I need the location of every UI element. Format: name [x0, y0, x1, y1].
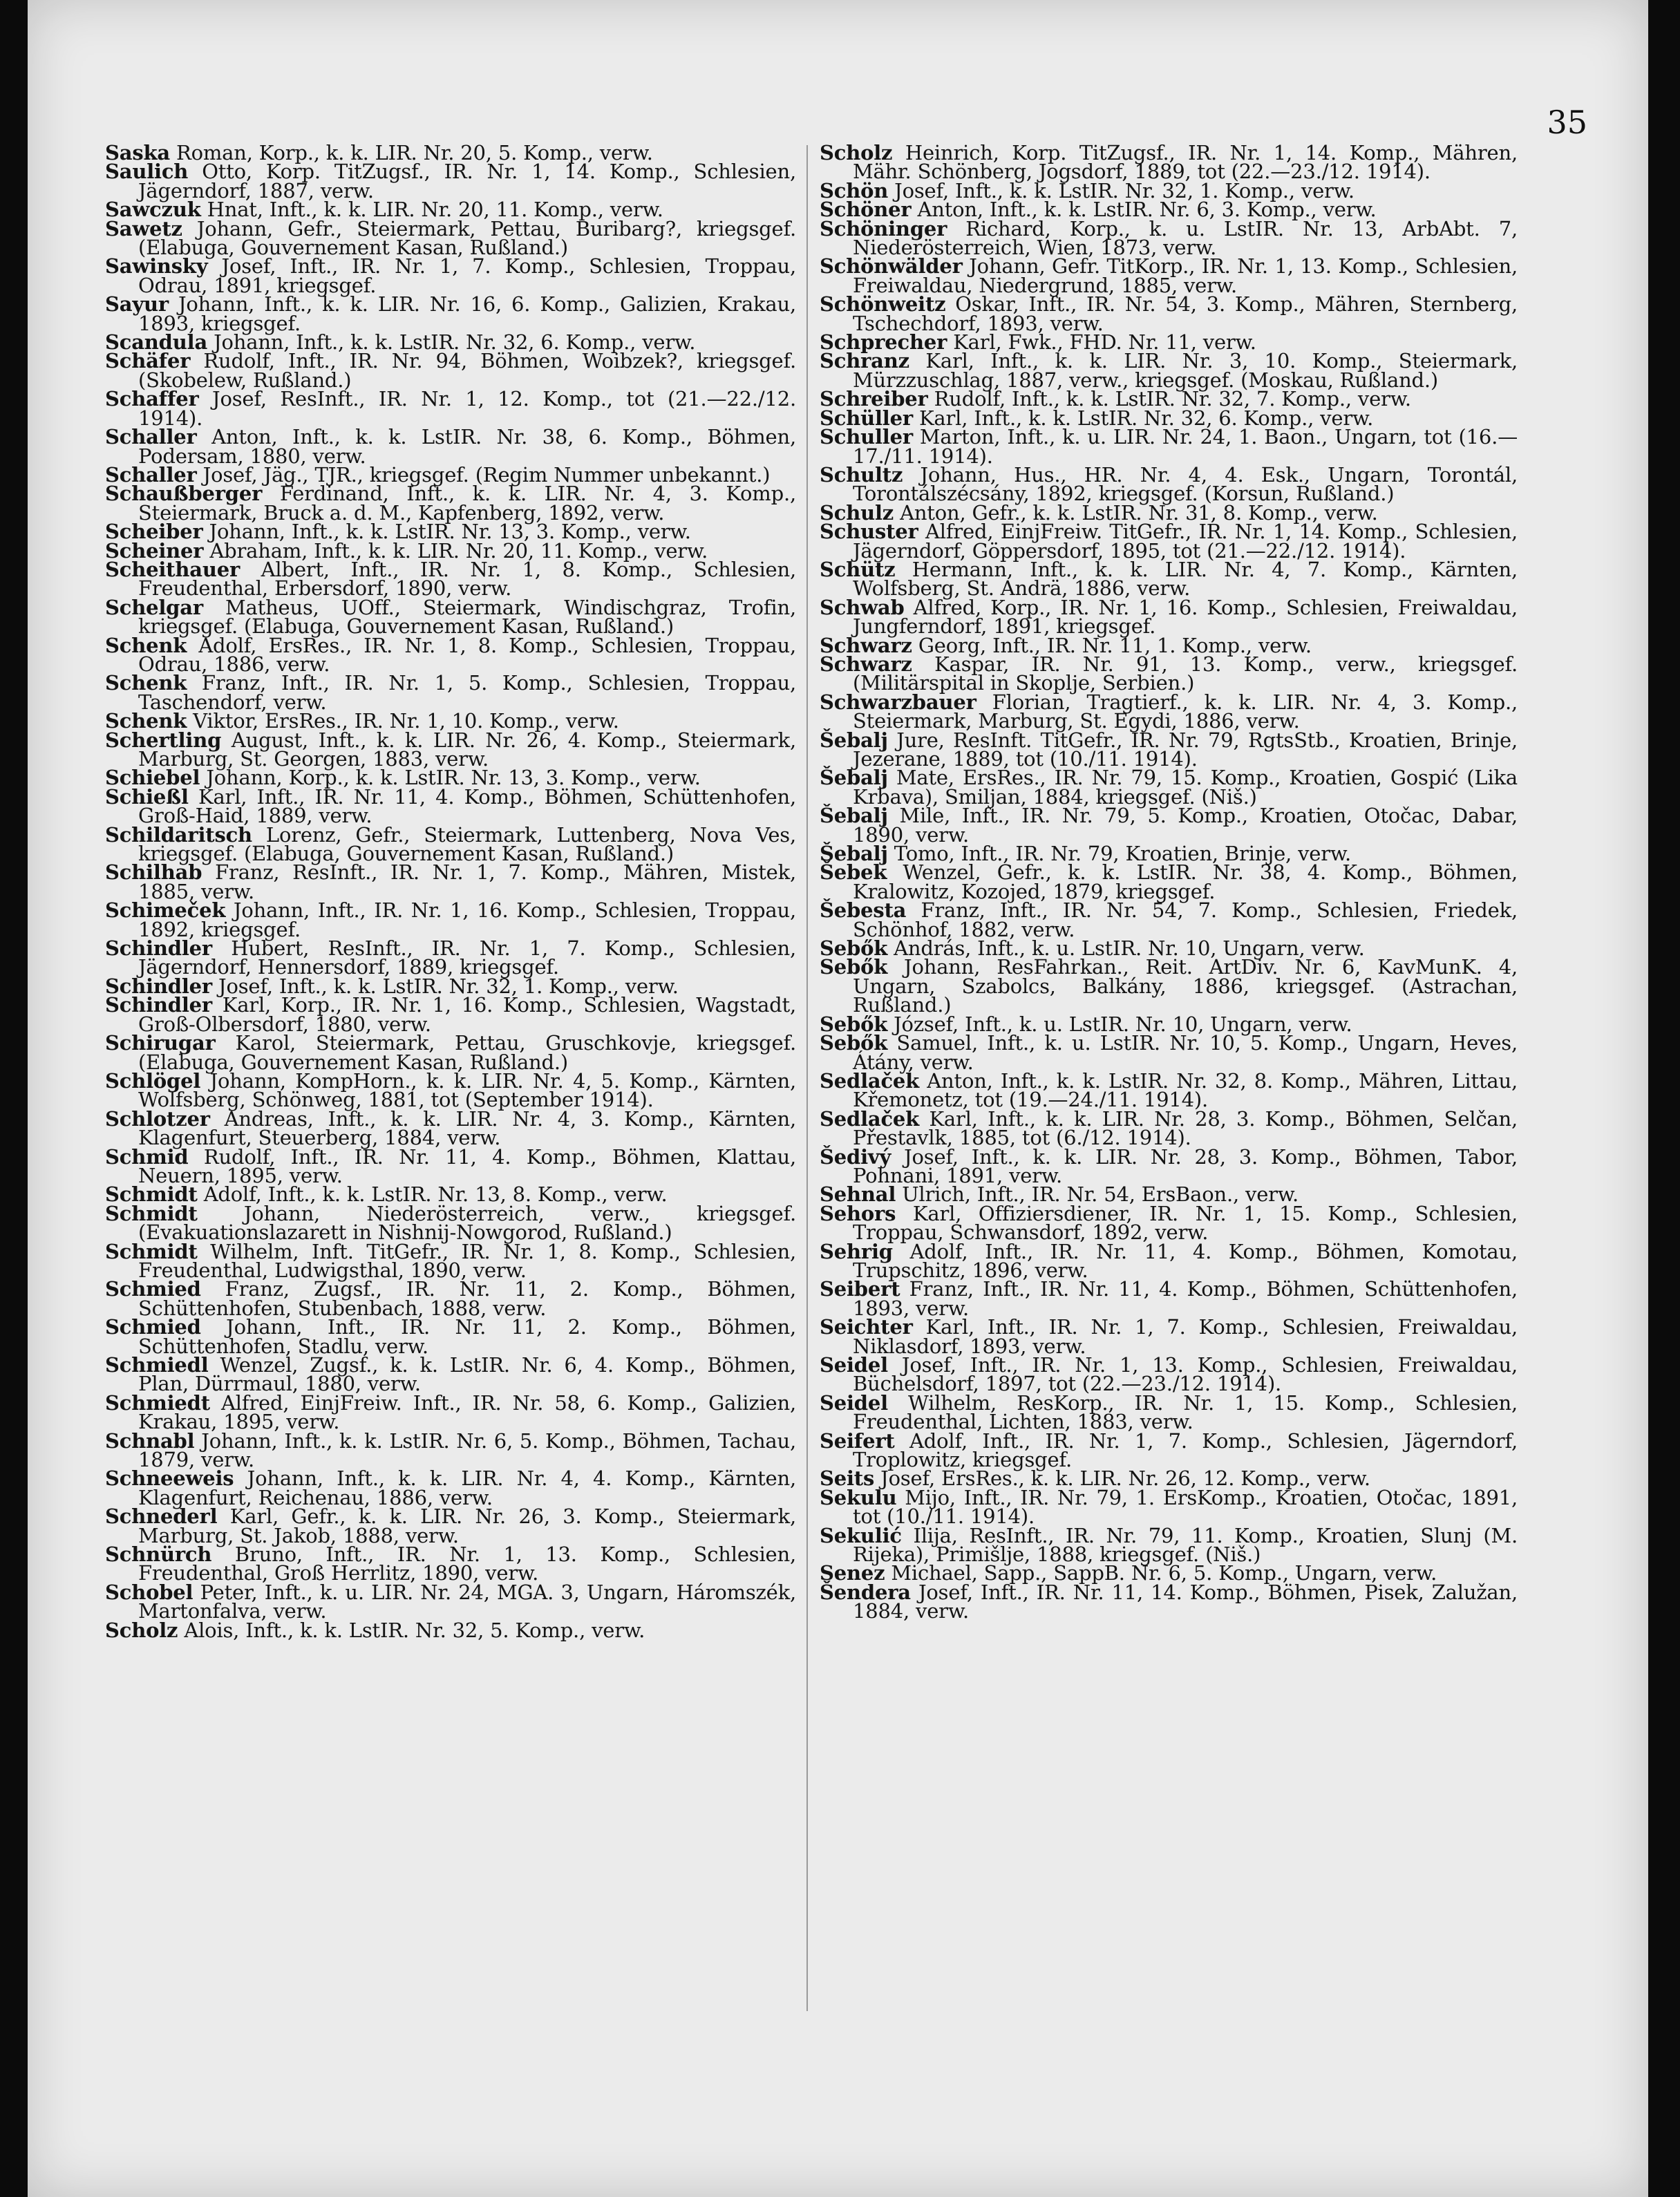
document-page	[28, 0, 1648, 2197]
entry-details: Karl, Inft., k. k. LstIR. Nr. 32, 6. Komp., verw.	[912, 406, 1374, 430]
surname: Schimeček	[105, 898, 226, 923]
register-entry	[820, 254, 1518, 297]
entry-details: Florian, Tragtierf., k. k. LIR. Nr. 4, 3. Komp., Steiermark, Marburg, St. Egydi, 1886, verw.	[853, 690, 1518, 733]
register-entry	[820, 1277, 1518, 1320]
register-entry	[105, 216, 796, 260]
surname: Schaller	[105, 462, 197, 487]
entry-details: Johann, Inft., k. k. LIR. Nr. 16, 6. Komp., Galizien, Krakau, 1893, kriegsgef.	[138, 292, 796, 335]
surname: Schmid	[105, 1144, 189, 1169]
surname: Schneeweis	[105, 1467, 234, 1491]
entry-details: Wilhelm, Inft. TitGefr., IR. Nr. 1, 8. Komp., Schlesien, Freudenthal, Ludwigsthal, 1890, verw.	[138, 1239, 796, 1282]
surname: Schönweitz	[820, 292, 946, 317]
surname: Senez	[820, 1561, 885, 1585]
surname: Seichter	[820, 1315, 913, 1339]
entry-details: Adolf, Inft., IR. Nr. 11, 4. Komp., Böhmen, Komotau, Trupschitz, 1896, verw.	[853, 1239, 1518, 1282]
entry-details: Alfred, EinjFreiw. TitGefr., IR. Nr. 1, 14. Komp., Schlesien, Jägerndorf, Göppersdorf, 1895, tot (21.—22./12. 1914).	[853, 520, 1518, 563]
surname: Schlögel	[105, 1068, 201, 1093]
entry-details: Johann, Inft., IR. Nr. 11, 2. Komp., Böhmen, Schüttenhofen, Stadlu, verw.	[138, 1315, 796, 1358]
entry-details: Josef, Inft., IR. Nr. 1, 7. Komp., Schlesien, Troppau, Odrau, 1891, kriegsgef.	[138, 254, 796, 297]
register-entry	[105, 425, 796, 468]
register-entry	[105, 822, 796, 866]
entry-details: Ulrich, Inft., IR. Nr. 54, ErsBaon., verw.	[896, 1182, 1299, 1207]
register-entry	[105, 1618, 796, 1642]
entry-details: Johann, Inft., k. k. LIR. Nr. 4, 4. Komp., Kärnten, Klagenfurt, Reichenau, 1886, verw.	[138, 1467, 796, 1509]
register-entry	[105, 387, 796, 430]
register-entry	[105, 162, 796, 200]
entry-details: Karl, Inft., k. k. LIR. Nr. 28, 3. Komp., Böhmen, Selčan, Přestavlk, 1885, tot (6./12. 1914).	[853, 1106, 1518, 1150]
surname: Schmied	[105, 1315, 201, 1339]
surname: Schüller	[820, 406, 913, 430]
register-entry	[820, 1106, 1518, 1150]
surname: Schmied	[105, 1277, 201, 1301]
entry-details: Richard, Korp., k. u. LstIR. Nr. 13, ArbAbt. 7, Niederösterreich, Wien, 1873, verw.	[853, 216, 1518, 260]
entry-details: Hermann, Inft., k. k. LIR. Nr. 4, 7. Komp., Kärnten, Wolfsberg, St. Andrä, 1886, verw.	[853, 557, 1518, 601]
entry-details: Karol, Steiermark, Pettau, Gruschkovje, kriegsgef. (Elabuga, Gouvernement Kasan, Rußland.)	[138, 1031, 796, 1074]
entry-details: Wenzel, Zugsf., k. k. LstIR. Nr. 6, 4. Komp., Böhmen, Plan, Dürrmaul, 1880, verw.	[138, 1353, 796, 1396]
entry-details: Karl, Inft., IR. Nr. 11, 4. Komp., Böhmen, Schüttenhofen, Groß-Haid, 1889, verw.	[138, 784, 796, 828]
surname: Sehnal	[820, 1182, 896, 1207]
entry-details: Abraham, Inft., k. k. LIR. Nr. 20, 11. Komp., verw.	[203, 538, 708, 563]
register-entry	[820, 1201, 1518, 1245]
entry-details: Josef, Inft., k. k. LstIR. Nr. 32, 1. Komp., verw.	[212, 974, 679, 998]
entry-details: Rudolf, Inft., k. k. LstIR. Nr. 32, 7. Komp., verw.	[927, 387, 1411, 411]
register-entry	[820, 1390, 1518, 1434]
surname: Schindler	[105, 974, 213, 998]
surname: Schprecher	[820, 330, 947, 355]
entry-details: Mate, ErsRes., IR. Nr. 79, 15. Komp., Kroatien, Gospić (Lika Krbava), Smiljan, 1884, kriegsgef. (Niš.)	[853, 766, 1518, 809]
register-entry	[105, 595, 796, 639]
entry-details: Heinrich, Korp. TitZugsf., IR. Nr. 1, 14. Komp., Mähren, Mähr. Schönberg, Jogsdorf, 1889, tot (22.—23./12. 1914).	[853, 141, 1518, 184]
register-entry	[105, 482, 796, 525]
surname: Schön	[820, 178, 889, 202]
surname: Seifert	[820, 1428, 895, 1453]
surname: Seidel	[820, 1390, 888, 1415]
entry-details: Franz, ResInft., IR. Nr. 1, 7. Komp., Mähren, Mistek, 1885, verw.	[138, 860, 796, 903]
register-entry	[820, 595, 1518, 639]
entry-details: Karl, Inft., IR. Nr. 1, 7. Komp., Schlesien, Freiwaldau, Niklasdorf, 1893, verw.	[853, 1315, 1518, 1358]
entry-details: Tomo, Inft., IR. Nr. 79, Kroatien, Brinje, verw.	[887, 842, 1352, 866]
surname: Sayur	[105, 292, 169, 317]
surname: Schaffer	[105, 387, 199, 411]
surname: Sedlaček	[820, 1106, 920, 1131]
surname: Schäfer	[105, 349, 191, 373]
entry-details: Josef, Jäg., TJR., kriegsgef. (Regim Nummer unbekannt.)	[196, 462, 771, 487]
surname: Schildaritsch	[105, 822, 252, 847]
entry-details: Anton, Inft., k. k. LstIR. Nr. 38, 6. Komp., Böhmen, Podersam, 1880, verw.	[138, 425, 796, 468]
entry-details: Alfred, Korp., IR. Nr. 1, 16. Komp., Schlesien, Freiwaldau, Jungferndorf, 1891, kriegsgef.	[853, 595, 1518, 639]
surname: Sawczuk	[105, 198, 201, 222]
entry-details: Franz, Zugsf., IR. Nr. 11, 2. Komp., Böhmen, Schüttenhofen, Stubenbach, 1888, verw.	[138, 1277, 796, 1320]
entry-details: Adolf, Inft., IR. Nr. 1, 7. Komp., Schlesien, Jägerndorf, Troplowitz, kriegsgef.	[853, 1428, 1518, 1472]
register-entry	[820, 1315, 1518, 1358]
register-entry	[105, 633, 796, 676]
register-entry	[820, 652, 1518, 695]
register-entry	[105, 671, 796, 714]
register-entry	[105, 1580, 796, 1623]
register-entry	[820, 462, 1518, 506]
surname: Schaußberger	[105, 482, 263, 506]
register-entry	[820, 728, 1518, 771]
register-entry	[105, 254, 796, 297]
register-entry	[105, 1201, 796, 1245]
entry-details: Josef, ResInft., IR. Nr. 1, 12. Komp., tot (21.—22./12. 1914).	[138, 387, 796, 430]
entry-details: Karl, Inft., k. k. LIR. Nr. 3, 10. Komp., Steiermark, Mürzzuschlag, 1887, verw., kriegsgef. (Moskau, Rußland.)	[853, 349, 1518, 392]
register-entry	[105, 1353, 796, 1396]
register-entry	[105, 1106, 796, 1150]
surname: Schöner	[820, 198, 912, 222]
entry-details: Wenzel, Gefr., k. k. LstIR. Nr. 38, 4. Komp., Böhmen, Kralowitz, Kozojed, 1879, kriegsgef.	[853, 860, 1518, 903]
surname: Schindler	[105, 993, 213, 1017]
register-entry	[105, 1277, 796, 1320]
surname: Schlotzer	[105, 1106, 210, 1131]
register-entry	[820, 1144, 1518, 1187]
entry-details: Johann, Inft., k. k. LstIR. Nr. 13, 3. Komp., verw.	[202, 520, 691, 544]
surname: Schaller	[105, 425, 197, 449]
surname: Schelgar	[105, 595, 203, 619]
register-entry	[820, 1239, 1518, 1282]
surname: Schenk	[105, 709, 187, 733]
entry-details: Ilija, ResInft., IR. Nr. 79, 11. Komp., Kroatien, Slunj (M. Rijeka), Primišlje, 1888, kriegsgef. (Niš.)	[853, 1523, 1518, 1567]
surname: Scholz	[105, 1618, 178, 1642]
entry-details: Adolf, ErsRes., IR. Nr. 1, 8. Komp., Schlesien, Troppau, Odrau, 1886, verw.	[138, 633, 796, 676]
surname: Schönwälder	[820, 254, 963, 279]
surname: Sedlaček	[820, 1068, 920, 1093]
register-entry	[820, 141, 1518, 184]
surname: Šebalj	[820, 728, 888, 752]
surname: Schultz	[820, 462, 903, 487]
register-entry	[820, 690, 1518, 733]
register-entry	[820, 1353, 1518, 1396]
entry-details: Karl, Fwk., FHD. Nr. 11, verw.	[947, 330, 1256, 355]
entry-details: Marton, Inft., k. u. LIR. Nr. 24, 1. Baon., Ungarn, tot (16.—17./11. 1914).	[853, 425, 1518, 468]
entry-details: Bruno, Inft., IR. Nr. 1, 13. Komp., Schlesien, Freudenthal, Groß Herrlitz, 1890, verw.	[138, 1543, 796, 1585]
entry-details: Adolf, Inft., k. k. LstIR. Nr. 13, 8. Komp., verw.	[197, 1182, 668, 1207]
register-entry	[105, 557, 796, 601]
register-entry	[820, 898, 1518, 941]
entry-details: Josef, Inft., k. k. LIR. Nr. 28, 3. Komp., Böhmen, Tabor, Pohnani, 1891, verw.	[853, 1144, 1518, 1187]
register-entry	[820, 766, 1518, 809]
entry-details: Jure, ResInft. TitGefr., IR. Nr. 79, RgtsStb., Kroatien, Brinje, Jezerane, 1889, tot (10./11. 1914).	[853, 728, 1518, 771]
page-number: 35	[1547, 104, 1587, 141]
entry-details: Johann, KompHorn., k. k. LIR. Nr. 4, 5. Komp., Kärnten, Wolfsberg, Schönweg, 1881, tot (September 1914).	[138, 1068, 796, 1112]
surname: Schießl	[105, 784, 189, 809]
register-entry	[105, 728, 796, 771]
surname: Šebalj	[820, 804, 888, 828]
surname: Schobel	[105, 1580, 194, 1604]
register-entry	[105, 1469, 796, 1507]
entry-details: Franz, Inft., IR. Nr. 11, 4. Komp., Böhmen, Schüttenhofen, 1893, verw.	[853, 1277, 1518, 1320]
register-entry	[820, 1580, 1518, 1623]
surname: Sebők	[820, 1031, 888, 1055]
entry-details: Karl, Gefr., k. k. LIR. Nr. 26, 3. Komp., Steiermark, Marburg, St. Jakob, 1888, verw.	[138, 1505, 796, 1547]
entry-details: András, Inft., k. u. LstIR. Nr. 10, Ungarn, verw.	[887, 936, 1365, 961]
entry-details: Franz, Inft., IR. Nr. 54, 7. Komp., Schlesien, Friedek, Schönhof, 1882, verw.	[853, 898, 1518, 941]
surname: Sebők	[820, 936, 888, 961]
entry-details: Rudolf, Inft., IR. Nr. 11, 4. Komp., Böhmen, Klattau, Neuern, 1895, verw.	[138, 1144, 796, 1187]
column-divider	[806, 145, 808, 2011]
surname: Sekulu	[820, 1485, 897, 1509]
register-entry	[820, 1523, 1518, 1567]
surname: Schnabl	[105, 1428, 195, 1453]
surname: Schwarzbauer	[820, 690, 976, 714]
entry-details: Johann, Korp., k. k. LstIR. Nr. 13, 3. Komp., verw.	[200, 766, 701, 790]
register-entry	[820, 1068, 1518, 1112]
entry-details: Josef, Inft., IR. Nr. 1, 13. Komp., Schlesien, Freiwaldau, Büchelsdorf, 1897, tot (22.—23./12. 1914).	[853, 1353, 1518, 1396]
surname: Seits	[820, 1467, 875, 1491]
entry-details: Josef, Inft., k. k. LstIR. Nr. 32, 1. Komp., verw.	[888, 178, 1355, 202]
surname: Šebek	[820, 860, 887, 885]
surname: Schnürch	[105, 1543, 212, 1567]
register-entry	[105, 860, 796, 903]
register-entry	[105, 784, 796, 828]
register-entry	[105, 1315, 796, 1358]
entry-details: Johann, Gefr., Steiermark, Pettau, Buribarg?, kriegsgef. (Elabuga, Gouvernement Kasan, Rußland.)	[138, 216, 796, 260]
surname: Schenk	[105, 671, 187, 695]
entry-details: Michael, Sapp., SappB. Nr. 6, 5. Komp., Ungarn, verw.	[885, 1561, 1437, 1585]
register-entry	[105, 1507, 796, 1545]
entry-details: József, Inft., k. u. LstIR. Nr. 10, Ungarn, verw.	[887, 1012, 1352, 1036]
register-entry	[105, 349, 796, 392]
surname: Schmidt	[105, 1201, 198, 1225]
surname: Scholz	[820, 141, 893, 164]
entry-details: Wilhelm, ResKorp., IR. Nr. 1, 15. Komp., Schlesien, Freudenthal, Lichten, 1883, verw.	[853, 1390, 1518, 1434]
register-entry	[105, 1239, 796, 1282]
entry-details: Mijo, Inft., IR. Nr. 79, 1. ErsKomp., Kroatien, Otočac, 1891, tot (10./11. 1914).	[853, 1485, 1518, 1529]
register-entry	[105, 898, 796, 941]
surname: Schütz	[820, 557, 896, 581]
surname: Saulich	[105, 160, 189, 184]
surname: Seidel	[820, 1353, 888, 1377]
surname: Schirugar	[105, 1031, 216, 1055]
entry-details: Josef, Inft., IR. Nr. 11, 14. Komp., Böhmen, Pisek, Zalužan, 1884, verw.	[853, 1580, 1518, 1623]
surname: Schilhab	[105, 860, 202, 885]
surname: Scheiber	[105, 520, 203, 544]
surname: Šebesta	[820, 898, 907, 923]
surname: Sawetz	[105, 216, 182, 241]
entry-details: Johann, Hus., HR. Nr. 4, 4. Esk., Ungarn, Torontál, Torontálszécsány, 1892, kriegsgef. (Korsun, Rußland.)	[853, 462, 1518, 506]
register-entry	[820, 425, 1518, 468]
register-entry	[820, 955, 1518, 1017]
entry-details: Mile, Inft., IR. Nr. 79, 5. Komp., Kroatien, Otočac, Dabar, 1890, verw.	[853, 804, 1518, 847]
surname: Schnederl	[105, 1505, 218, 1529]
surname: Scheiner	[105, 538, 204, 563]
surname: Schmidt	[105, 1239, 198, 1263]
register-entry	[820, 860, 1518, 903]
register-entry	[820, 216, 1518, 260]
entry-details: Lorenz, Gefr., Steiermark, Luttenberg, Nova Ves, kriegsgef. (Elabuga, Gouvernement Kasan, Rußland.)	[138, 822, 796, 866]
surname: Saska	[105, 141, 170, 164]
register-entry	[105, 936, 796, 979]
register-entry	[105, 1031, 796, 1074]
entry-details: Johann, Inft., k. k. LstIR. Nr. 32, 6. Komp., verw.	[207, 330, 696, 355]
surname: Schiebel	[105, 766, 200, 790]
entry-details: Karl, Korp., IR. Nr. 1, 16. Komp., Schlesien, Wagstadt, Groß-Olbersdorf, 1880, verw.	[138, 993, 796, 1036]
surname: Schertling	[105, 728, 222, 752]
entry-details: Oskar, Inft., IR. Nr. 54, 3. Komp., Mähren, Sternberg, Tschechdorf, 1893, verw.	[853, 292, 1518, 335]
entry-details: Alfred, EinjFreiw. Inft., IR. Nr. 58, 6. Komp., Galizien, Krakau, 1895, verw.	[138, 1390, 796, 1434]
entry-details: Johann, Gefr. TitKorp., IR. Nr. 1, 13. Komp., Schlesien, Freiwaldau, Niedergrund, 1885, verw.	[853, 254, 1518, 297]
register-entry	[105, 292, 796, 335]
register-entry	[105, 1545, 796, 1583]
register-entry	[820, 1485, 1518, 1529]
entry-details: Johann, Niederösterreich, verw., kriegsgef. (Evakuationslazarett in Nishnij-Nowgorod, Rußland.)	[138, 1201, 796, 1245]
surname: Schwab	[820, 595, 905, 619]
entry-details: Otto, Korp. TitZugsf., IR. Nr. 1, 14. Komp., Schlesien, Jägerndorf, 1887, verw.	[138, 160, 796, 202]
surname: Schuller	[820, 425, 913, 449]
surname: Šendera	[820, 1580, 911, 1604]
surname: Sebők	[820, 955, 888, 979]
entry-details: Hnat, Inft., k. k. LIR. Nr. 20, 11. Komp., verw.	[200, 198, 663, 222]
surname: Schwarz	[820, 633, 912, 657]
surname: Šebalj	[820, 842, 888, 866]
surname: Sehors	[820, 1201, 896, 1225]
register-entry	[820, 804, 1518, 847]
entry-details: Karl, Offiziersdiener, IR. Nr. 1, 15. Komp., Schlesien, Troppau, Schwansdorf, 1892, verw.	[853, 1201, 1518, 1245]
entry-details: Roman, Korp., k. k. LIR. Nr. 20, 5. Komp., verw.	[169, 141, 653, 164]
surname: Schranz	[820, 349, 909, 373]
surname: Schreiber	[820, 387, 928, 411]
entry-details: Kaspar, IR. Nr. 91, 13. Komp., verw., kriegsgef. (Militärspital in Skoplje, Serbien.)	[853, 652, 1518, 695]
surname: Sebők	[820, 1012, 888, 1036]
surname: Schmiedl	[105, 1353, 209, 1377]
entry-details: Viktor, ErsRes., IR. Nr. 1, 10. Komp., verw.	[187, 709, 619, 733]
surname: Seibert	[820, 1277, 900, 1301]
entry-details: Hubert, ResInft., IR. Nr. 1, 7. Komp., Schlesien, Jägerndorf, Hennersdorf, 1889, kriegsgef.	[138, 936, 796, 979]
entry-details: Johann, ResFahrkan., Reit. ArtDiv. Nr. 6, KavMunK. 4, Ungarn, Szabolcs, Balkány, 1886, kriegsgef. (Astrachan, Rußland.)	[853, 955, 1518, 1017]
entry-details: Samuel, Inft., k. u. LstIR. Nr. 10, 5. Komp., Ungarn, Heves, Átány, verw.	[853, 1031, 1518, 1074]
entry-details: Andreas, Inft., k. k. LIR. Nr. 4, 3. Komp., Kärnten, Klagenfurt, Steuerberg, 1884, verw.	[138, 1106, 796, 1150]
right-column	[820, 141, 1518, 1623]
surname: Schmidt	[105, 1182, 198, 1207]
surname: Sehrig	[820, 1239, 893, 1263]
entry-details: Anton, Inft., k. k. LstIR. Nr. 32, 8. Komp., Mähren, Littau, Křemonetz, tot (19.—24./11. 1914).	[853, 1068, 1518, 1112]
entry-details: Johann, Inft., IR. Nr. 1, 16. Komp., Schlesien, Troppau, 1892, kriegsgef.	[138, 898, 796, 941]
register-entry	[820, 1031, 1518, 1074]
entry-details: Franz, Inft., IR. Nr. 1, 5. Komp., Schlesien, Troppau, Taschendorf, verw.	[138, 671, 796, 714]
register-entry	[820, 557, 1518, 601]
surname: Schulz	[820, 500, 894, 525]
register-entry	[820, 292, 1518, 335]
surname: Schuster	[820, 520, 918, 544]
register-entry	[105, 993, 796, 1036]
entry-details: Albert, Inft., IR. Nr. 1, 8. Komp., Schlesien, Freudenthal, Erbersdorf, 1890, verw.	[138, 557, 796, 601]
entry-details: Anton, Gefr., k. k. LstIR. Nr. 31, 8. Komp., verw.	[894, 500, 1378, 525]
entry-details: Alois, Inft., k. k. LstIR. Nr. 32, 5. Komp., verw.	[178, 1618, 645, 1642]
entry-details: August, Inft., k. k. LIR. Nr. 26, 4. Komp., Steiermark, Marburg, St. Georgen, 1883, verw.	[138, 728, 796, 771]
surname: Šebalj	[820, 766, 888, 790]
surname: Schenk	[105, 633, 187, 657]
surname: Sawinsky	[105, 254, 208, 279]
entry-details: Johann, Inft., k. k. LstIR. Nr. 6, 5. Komp., Böhmen, Tachau, 1879, verw.	[138, 1428, 796, 1472]
surname: Scheithauer	[105, 557, 240, 581]
surname: Šedivý	[820, 1144, 891, 1169]
entry-details: Peter, Inft., k. u. LIR. Nr. 24, MGA. 3, Ungarn, Háromszék, Martonfalva, verw.	[138, 1580, 796, 1623]
entry-details: Rudolf, Inft., IR. Nr. 94, Böhmen, Woibzek?, kriegsgef. (Skobelew, Rußland.)	[138, 349, 796, 392]
surname: Sekulić	[820, 1523, 902, 1547]
surname: Schmiedt	[105, 1390, 210, 1415]
register-entry	[105, 1068, 796, 1112]
surname: Schindler	[105, 936, 213, 961]
surname: Schwarz	[820, 652, 912, 676]
surname: Schöninger	[820, 216, 947, 241]
register-entry	[820, 349, 1518, 392]
register-entry	[105, 1144, 796, 1187]
register-entry	[105, 1390, 796, 1434]
register-entry	[820, 1428, 1518, 1472]
register-entry	[105, 1428, 796, 1472]
left-column	[105, 141, 796, 1642]
surname: Scandula	[105, 330, 208, 355]
entry-details: Josef, ErsRes., k. k. LIR. Nr. 26, 12. Komp., verw.	[874, 1467, 1370, 1491]
entry-details: Ferdinand, Inft., k. k. LIR. Nr. 4, 3. Komp., Steiermark, Bruck a. d. M., Kapfenberg, 1892, verw.	[138, 482, 796, 525]
entry-details: Matheus, UOff., Steiermark, Windischgraz, Trofin, kriegsgef. (Elabuga, Gouvernement Kasan, Rußland.)	[138, 595, 796, 639]
register-entry	[820, 520, 1518, 563]
entry-details: Georg, Inft., IR. Nr. 11, 1. Komp., verw.	[912, 633, 1312, 657]
entry-details: Anton, Inft., k. k. LstIR. Nr. 6, 3. Komp., verw.	[911, 198, 1377, 222]
